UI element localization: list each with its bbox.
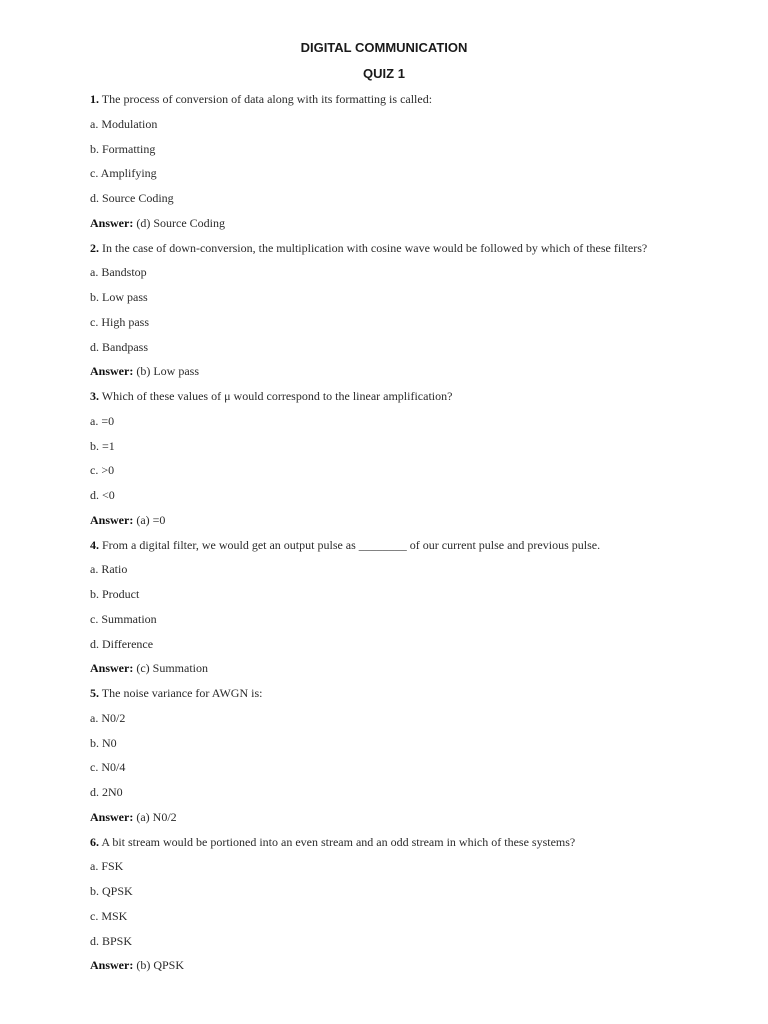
question-prompt: A bit stream would be portioned into an even stream and an odd stream in which of these systems? <box>101 834 576 849</box>
question-6 <box>90 835 730 984</box>
answer-line <box>90 364 730 389</box>
answer-label: Answer: <box>90 809 134 824</box>
answer-value: (b) QPSK <box>136 958 184 973</box>
question-prompt: From a digital filter, we would get an output pulse as ________ of our current pulse and previous pulse. <box>102 537 601 552</box>
question-5 <box>90 686 730 835</box>
option-c: c. MSK <box>90 908 128 923</box>
option-b: b. Product <box>90 587 140 601</box>
option-c: c. N0/4 <box>90 760 126 775</box>
answer-label: Answer: <box>90 364 134 379</box>
question-text <box>90 835 730 860</box>
question-1 <box>90 92 730 241</box>
question-prompt: The process of conversion of data along with its formatting is called: <box>101 92 433 106</box>
option-a: a. Ratio <box>90 562 128 577</box>
document-title: DIGITAL COMMUNICATION <box>300 40 468 55</box>
answer-value: (b) Low pass <box>136 364 199 379</box>
question-prompt: The noise variance for AWGN is: <box>101 686 263 700</box>
option-a: a. FSK <box>90 859 124 874</box>
question-text <box>90 538 730 563</box>
option-d: d. BPSK <box>90 933 133 948</box>
option-a: a. Modulation <box>90 116 158 131</box>
answer-label: Answer: <box>90 215 134 230</box>
question-text <box>90 389 730 414</box>
question-text <box>90 686 730 711</box>
option-d: d. Source Coding <box>90 191 174 205</box>
option-b: b. =1 <box>90 438 115 453</box>
question-4 <box>90 538 730 687</box>
question-number: 2. <box>90 240 99 255</box>
answer-value: (a) N0/2 <box>136 809 177 824</box>
answer-label: Answer: <box>90 512 134 527</box>
question-2 <box>90 241 730 390</box>
question-prompt: Which of these values of μ would correspond to the linear amplification? <box>101 389 453 403</box>
question-prompt: In the case of down-conversion, the multiplication with cosine wave would be followed by which of these filters? <box>102 240 648 255</box>
answer-line <box>90 216 730 241</box>
option-b: b. Formatting <box>90 141 156 156</box>
answer-value: (a) =0 <box>136 512 166 527</box>
question-text <box>90 241 730 266</box>
option-b: b. N0 <box>90 735 117 750</box>
answer-label: Answer: <box>90 958 134 973</box>
question-number: 5. <box>90 686 99 700</box>
option-b: b. QPSK <box>90 884 133 898</box>
option-c: c. High pass <box>90 314 149 329</box>
answer-value: (d) Source Coding <box>136 215 225 230</box>
option-a: a. Bandstop <box>90 265 147 280</box>
answer-line <box>90 810 730 835</box>
option-d: d. 2N0 <box>90 785 123 799</box>
quiz-subtitle: QUIZ 1 <box>363 66 405 81</box>
question-number: 3. <box>90 389 99 403</box>
question-text <box>90 92 730 117</box>
answer-line <box>90 513 730 538</box>
answer-label: Answer: <box>90 661 134 676</box>
option-c: c. Amplifying <box>90 166 157 181</box>
option-b: b. Low pass <box>90 290 148 304</box>
option-d: d. Difference <box>90 636 154 651</box>
option-c: c. >0 <box>90 463 115 478</box>
option-d: d. Bandpass <box>90 339 148 354</box>
question-number: 6. <box>90 834 99 849</box>
option-d: d. <0 <box>90 488 115 502</box>
option-c: c. Summation <box>90 611 157 626</box>
option-a: a. N0/2 <box>90 710 126 725</box>
answer-line <box>90 958 730 983</box>
question-number: 1. <box>90 92 99 106</box>
question-3 <box>90 389 730 538</box>
question-list <box>90 92 730 983</box>
question-number: 4. <box>90 537 99 552</box>
answer-line <box>90 661 730 686</box>
option-a: a. =0 <box>90 413 115 428</box>
answer-value: (c) Summation <box>136 661 208 676</box>
